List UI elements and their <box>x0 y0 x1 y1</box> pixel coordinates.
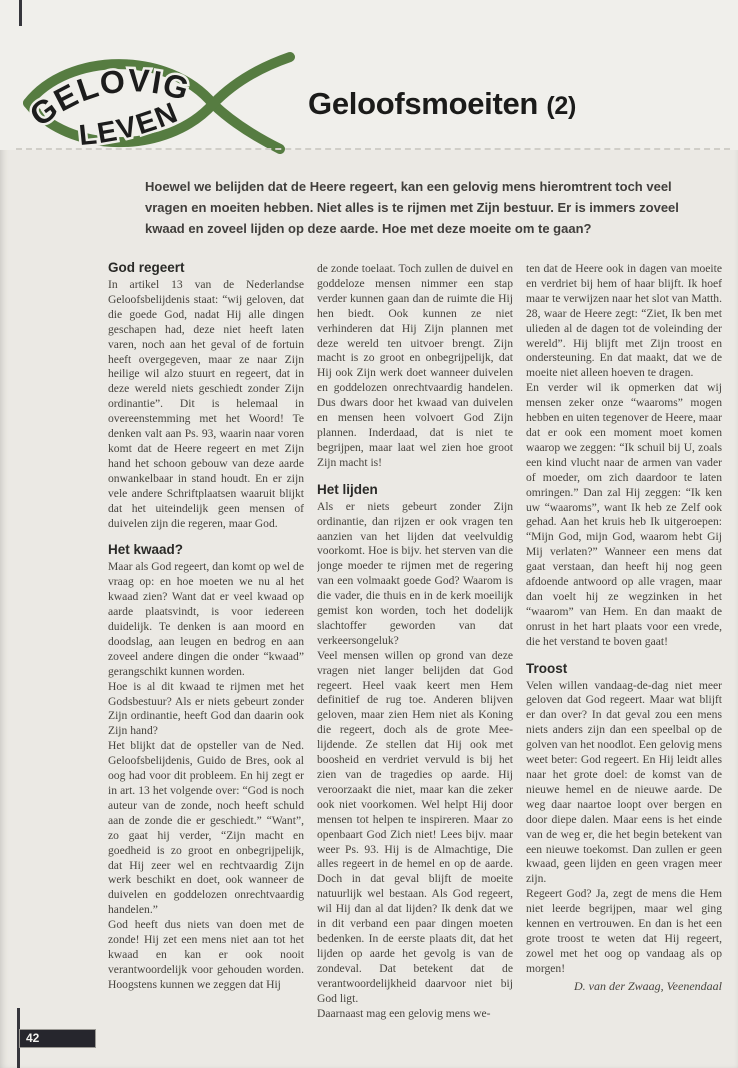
body-paragraph: Hoe is al dit kwaad te rijmen met het Godsbestuur? Als er niets gebeurt zonder Zijn ordinantie, heeft God dan daarin ook Zijn hand? <box>108 679 304 738</box>
body-paragraph: Maar als God regeert, dan komt op wel de vraag op: en hoe moeten we nu al het kwaad zien? Want dat er veel kwaad op aarde plaatsvindt, is voor iedereen duidelijk. Te denken is aan moord en doodslag, aan leugen en bedrog en aan zoveel andere dingen die onder “kwaad” gerangschikt kunnen worden. <box>108 560 304 678</box>
gelovig-leven-fish-logo-icon <box>16 46 306 162</box>
body-paragraph: Het blijkt dat de opsteller van de Ned. Geloofsbelijdenis, Guido de Bres, ook al oog had voor dit probleem. En hij zegt er in art. 13 het volgende over: “God is noch auteur van de zonde, noch heeft schuld aan de zonde die er geschiedt.” “Want”, zo gaat hij verder, “Zijn macht en goedheid is zo groot en onbegrijpelijk, dat Hij zeer wel en rechtvaardig Zijn werk beschikt en doet, ook wanneer de duivelen en goddelozen onrechtvaardig handelen.” <box>108 739 304 917</box>
page-edge-mark-top <box>19 0 22 26</box>
body-paragraph: Velen willen vandaag-de-dag niet meer geloven dat God regeert. Maar wat blijft er dan over? In dat geval zou een mens niets anders zijn dan een speelbal op de golven van het noodlot. Een gelovig mens weet beter: God regeert. En Hij leidt alles naar het grote doel: de komst van de nieuwe hemel en de nieuwe aarde. De weg daar naartoe loopt over bergen en door diepe dalen. Maar eens is het einde van de weg er, die het begin betekent van een nieuwe toekomst. Dan zullen er geen kwaad, geen lijden en geen vragen meer zijn. <box>526 678 722 886</box>
body-paragraph: Daarnaast mag een gelovig mens we- <box>317 1006 491 1020</box>
article-intro: Hoewel we belijden dat de Heere regeert, kan een gelovig mens hieromtrent toch veel vragen en moeiten hebben. Niet alles is te rijmen met Zijn bestuur. Er is immers zoveel kwaad en zoveel lijden op deze aarde. Hoe met deze moeite om te gaan? <box>145 179 679 236</box>
column-1 <box>108 262 304 1040</box>
section-heading-het-lijden: Het lijden <box>317 481 378 497</box>
article-body <box>108 262 722 1040</box>
column-3 <box>526 262 722 1040</box>
page-number-badge <box>20 1030 95 1047</box>
dashed-divider <box>16 148 730 150</box>
section-heading-het-kwaad: Het kwaad? <box>108 542 184 558</box>
column-2 <box>317 262 513 1040</box>
author-signature: D. van der Zwaag, Veenendaal <box>574 978 722 993</box>
article-title-text: Geloofsmoeiten <box>308 86 539 121</box>
body-paragraph: de zonde toelaat. Toch zullen de duivel en goddeloze mensen nimmer een stap verder kunnen gaan dan de ruimte die Hij hen biedt. Ook kunnen ze niet verhinderen dat Hij Zijn plannen met deze wereld ten uitvoer brengt. Zijn macht is zo groot en onbegrijpelijk, dat Hij ook Zijn werk doet wanneer duivelen en goddelozen onrechtvaardig handelen. Dus dwars door het kwaad van duivelen en mensen heen volvoert God Zijn plannen. Inderdaad, dat is niet te begrijpen, maar laat wel zien hoe groot Zijn macht is! <box>317 262 513 469</box>
section-heading-troost: Troost <box>526 660 568 676</box>
page-number: 42 <box>26 1031 40 1045</box>
section-heading-god-regeert: God regeert <box>108 262 185 275</box>
logo-text-leven: LEVEN <box>77 96 184 153</box>
body-paragraph: ten dat de Heere ook in dagen van moeite en verdriet bij hem of haar blijft. Ik hoef maar te verwijzen naar het slot van Matth. 28, waar de Heere zegt: “Ziet, Ik ben met ulieden al de dagen tot de voleinding der wereld”. Hij blijft met Zijn troost en ondersteuning. En dat maakt, dat we de moeite niet alleen hoeven te dragen. <box>526 262 722 380</box>
article-title-number: (2) <box>546 92 577 120</box>
body-paragraph: Veel mensen willen op grond van deze vragen niet langer belijden dat God regeert. Heel vaak keert men Hem definitief de rug toe. Anderen blijven geloven, maar zien Hem niet als Koning die regeert, doch als de grote Mee-lijdende. Ze stellen dat Hij ook met boosheid en verdriet vervuld is bij het zien van de tragedies op aarde. Hij veroorzaakt die niet, maar kan die zeker ook niet voorkomen. Wel helpt Hij door mensen tot helpen te inspireren. Maar zo openbaart God Zich niet! Lees bijv. maar weer Ps. 93. Hij is de Almachtige, Die alles regeert in de hemel en op de aarde. Doch in dat geval blijft de moeite natuurlijk wel bestaan. Als God regeert, wil Hij dan al dat lijden? Ik denk dat we in dit verband een paar dingen moeten bedenken. In de eerste plaats dit, dat het lijden op aarde het gevolg is van de zondeval. Dat betekent dat de verantwoordelijkheid daarvoor niet bij God ligt. <box>317 648 513 1005</box>
body-paragraph: Regeert God? Ja, zegt de mens die Hem niet leerde begrijpen, maar wel ging kennen en vertrouwen. En dan is het een grote troost te weten dat Hij regeert, zowel met het oog op vandaag als op morgen! <box>526 887 722 975</box>
body-paragraph: En verder wil ik opmerken dat wij mensen zeker onze “waaroms” mogen hebben en uiten tegenover de Heere, maar dat er ook een moment moet komen waarop we zeggen: “Ik schuil bij U, zoals een kind vlucht naar de armen van vader of moeder, om zich daardoor te laten omringen.” Dan zal Hij zeggen: “Ik ken uw “waaroms”, want Ik heb ze Zelf ook gehad. Aan het kruis heb Ik uitgeroepen: “Mijn God, mijn God, waarom hebt Gij Mij verlaten?” Wanneer een mens dat gaat verstaan, dan heeft hij nog geen afdoende antwoord op alle vragen, maar dan voelt hij ze wegzinken in het “waarom” van Hem. En dan maakt de onrust in het hart plaats voor een vrede, die het verstand te boven gaat! <box>526 381 722 648</box>
article-title <box>308 86 576 122</box>
logo-text-gelovig: GELOVIG <box>23 62 195 134</box>
body-paragraph: God heeft dus niets van doen met de zonde! Hij zet een mens niet aan tot het kwaad en kan er ook nooit verantwoordelijk voor gehouden worden. Hoogstens kunnen we zeggen dat Hij <box>108 918 304 991</box>
body-paragraph: Als er niets gebeurt zonder Zijn ordinantie, dan rijzen er ook vragen ten aanzien van het lijden dat veelvuldig voorkomt. Hoe is bijv. het sterven van die jonge moeder te rijmen met de regering van een volmaakt goede God? Waarom is die vader, die thuis en in de kerk moeilijk gemist kon worden, toch het dodelijk slachtoffer geworden van dat verkeersongeluk? <box>317 499 513 647</box>
body-paragraph: In artikel 13 van de Nederlandse Geloofsbelijdenis staat: “wij geloven, dat die goede God, nadat Hij alle dingen geschapen had, deze niet heeft laten varen, noch aan het geval of de fortuin heeft overgegeven, maar ze naar Zijn heilige wil alzo stuurt en regeert, dat in deze wereld niets geschiedt zonder Zijn ordinantie”. Dit is helemaal in overeenstemming met het Woord! Te denken valt aan Ps. 93, waarin naar voren komt dat de Heere regeert en met Zijn hand het schoon gebouw van deze aarde onwankelbaar in stand houdt. En er zijn vele andere Schriftplaatsen waaruit blijkt dat het uiteindelijk geen mensen of duivelen zijn die regeren, maar God. <box>108 278 304 530</box>
